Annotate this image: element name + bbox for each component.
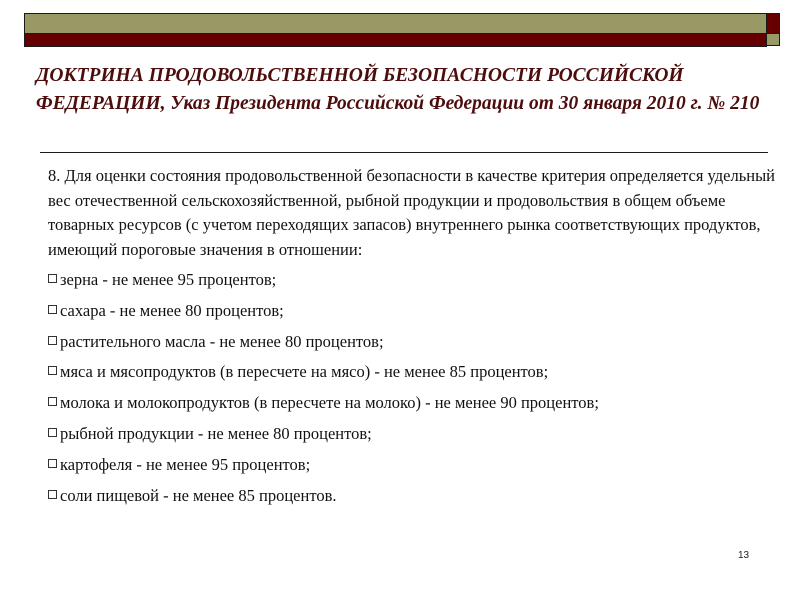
header-bar-dark-red (24, 33, 767, 47)
list-item-text: зерна - не менее 95 процентов; (60, 270, 277, 289)
slide-title: ДОКТРИНА ПРОДОВОЛЬСТВЕННОЙ БЕЗОПАСНОСТИ РОССИЙСКОЙ ФЕДЕРАЦИИ, Указ Президента Российской Федерации от 30 января 2010 г. № 210 (36, 65, 760, 114)
list-item (48, 453, 778, 477)
list-item-text: растительного масла - не менее 80 процентов; (60, 331, 384, 351)
list-item-text: мяса и мясопродуктов (в пересчете на мясо) - не менее 85 процентов; (60, 362, 549, 382)
list-item-text: рыбной продукции - не менее 80 процентов; (60, 423, 372, 443)
title-divider (40, 152, 768, 153)
intro-paragraph: 8. Для оценки состояния продовольственной безопасности в качестве критерия определяется удельный вес отечественной сельскохозяйственной, рыбной продукции и продовольствия в общем объеме товарных ресурсов (с учетом переходящих запасов) внутреннего рынка соответствующих продуктов, имеющий пороговые значения в отношении: (48, 166, 775, 259)
list-item (48, 330, 778, 354)
header-bar-olive (24, 13, 767, 34)
list-item-text: сахара - не менее 80 процентов; (60, 300, 284, 320)
list-item (48, 484, 778, 508)
list-item-text: соли пищевой - не менее 85 процентов. (60, 485, 337, 505)
square-bullet-icon (48, 490, 57, 499)
square-bullet-icon (48, 366, 57, 375)
list-item (48, 268, 778, 292)
square-bullet-icon (48, 397, 57, 406)
list-item (48, 299, 778, 323)
list-item (48, 422, 778, 446)
list-item-text: картофеля - не менее 95 процентов; (60, 454, 311, 474)
list-item-text: молока и молокопродуктов (в пересчете на молоко) - не менее 90 процентов; (60, 393, 599, 413)
list-item (48, 360, 778, 384)
page-number: 13 (738, 550, 750, 561)
square-bullet-icon (48, 459, 57, 468)
square-bullet-icon (48, 305, 57, 314)
slide-body (48, 164, 778, 514)
header-square-dark-red (766, 13, 780, 34)
threshold-list (48, 268, 778, 508)
square-bullet-icon (48, 336, 57, 345)
list-item (48, 391, 778, 415)
square-bullet-icon (48, 428, 57, 437)
square-bullet-icon (48, 274, 57, 283)
header-square-olive (766, 33, 780, 46)
